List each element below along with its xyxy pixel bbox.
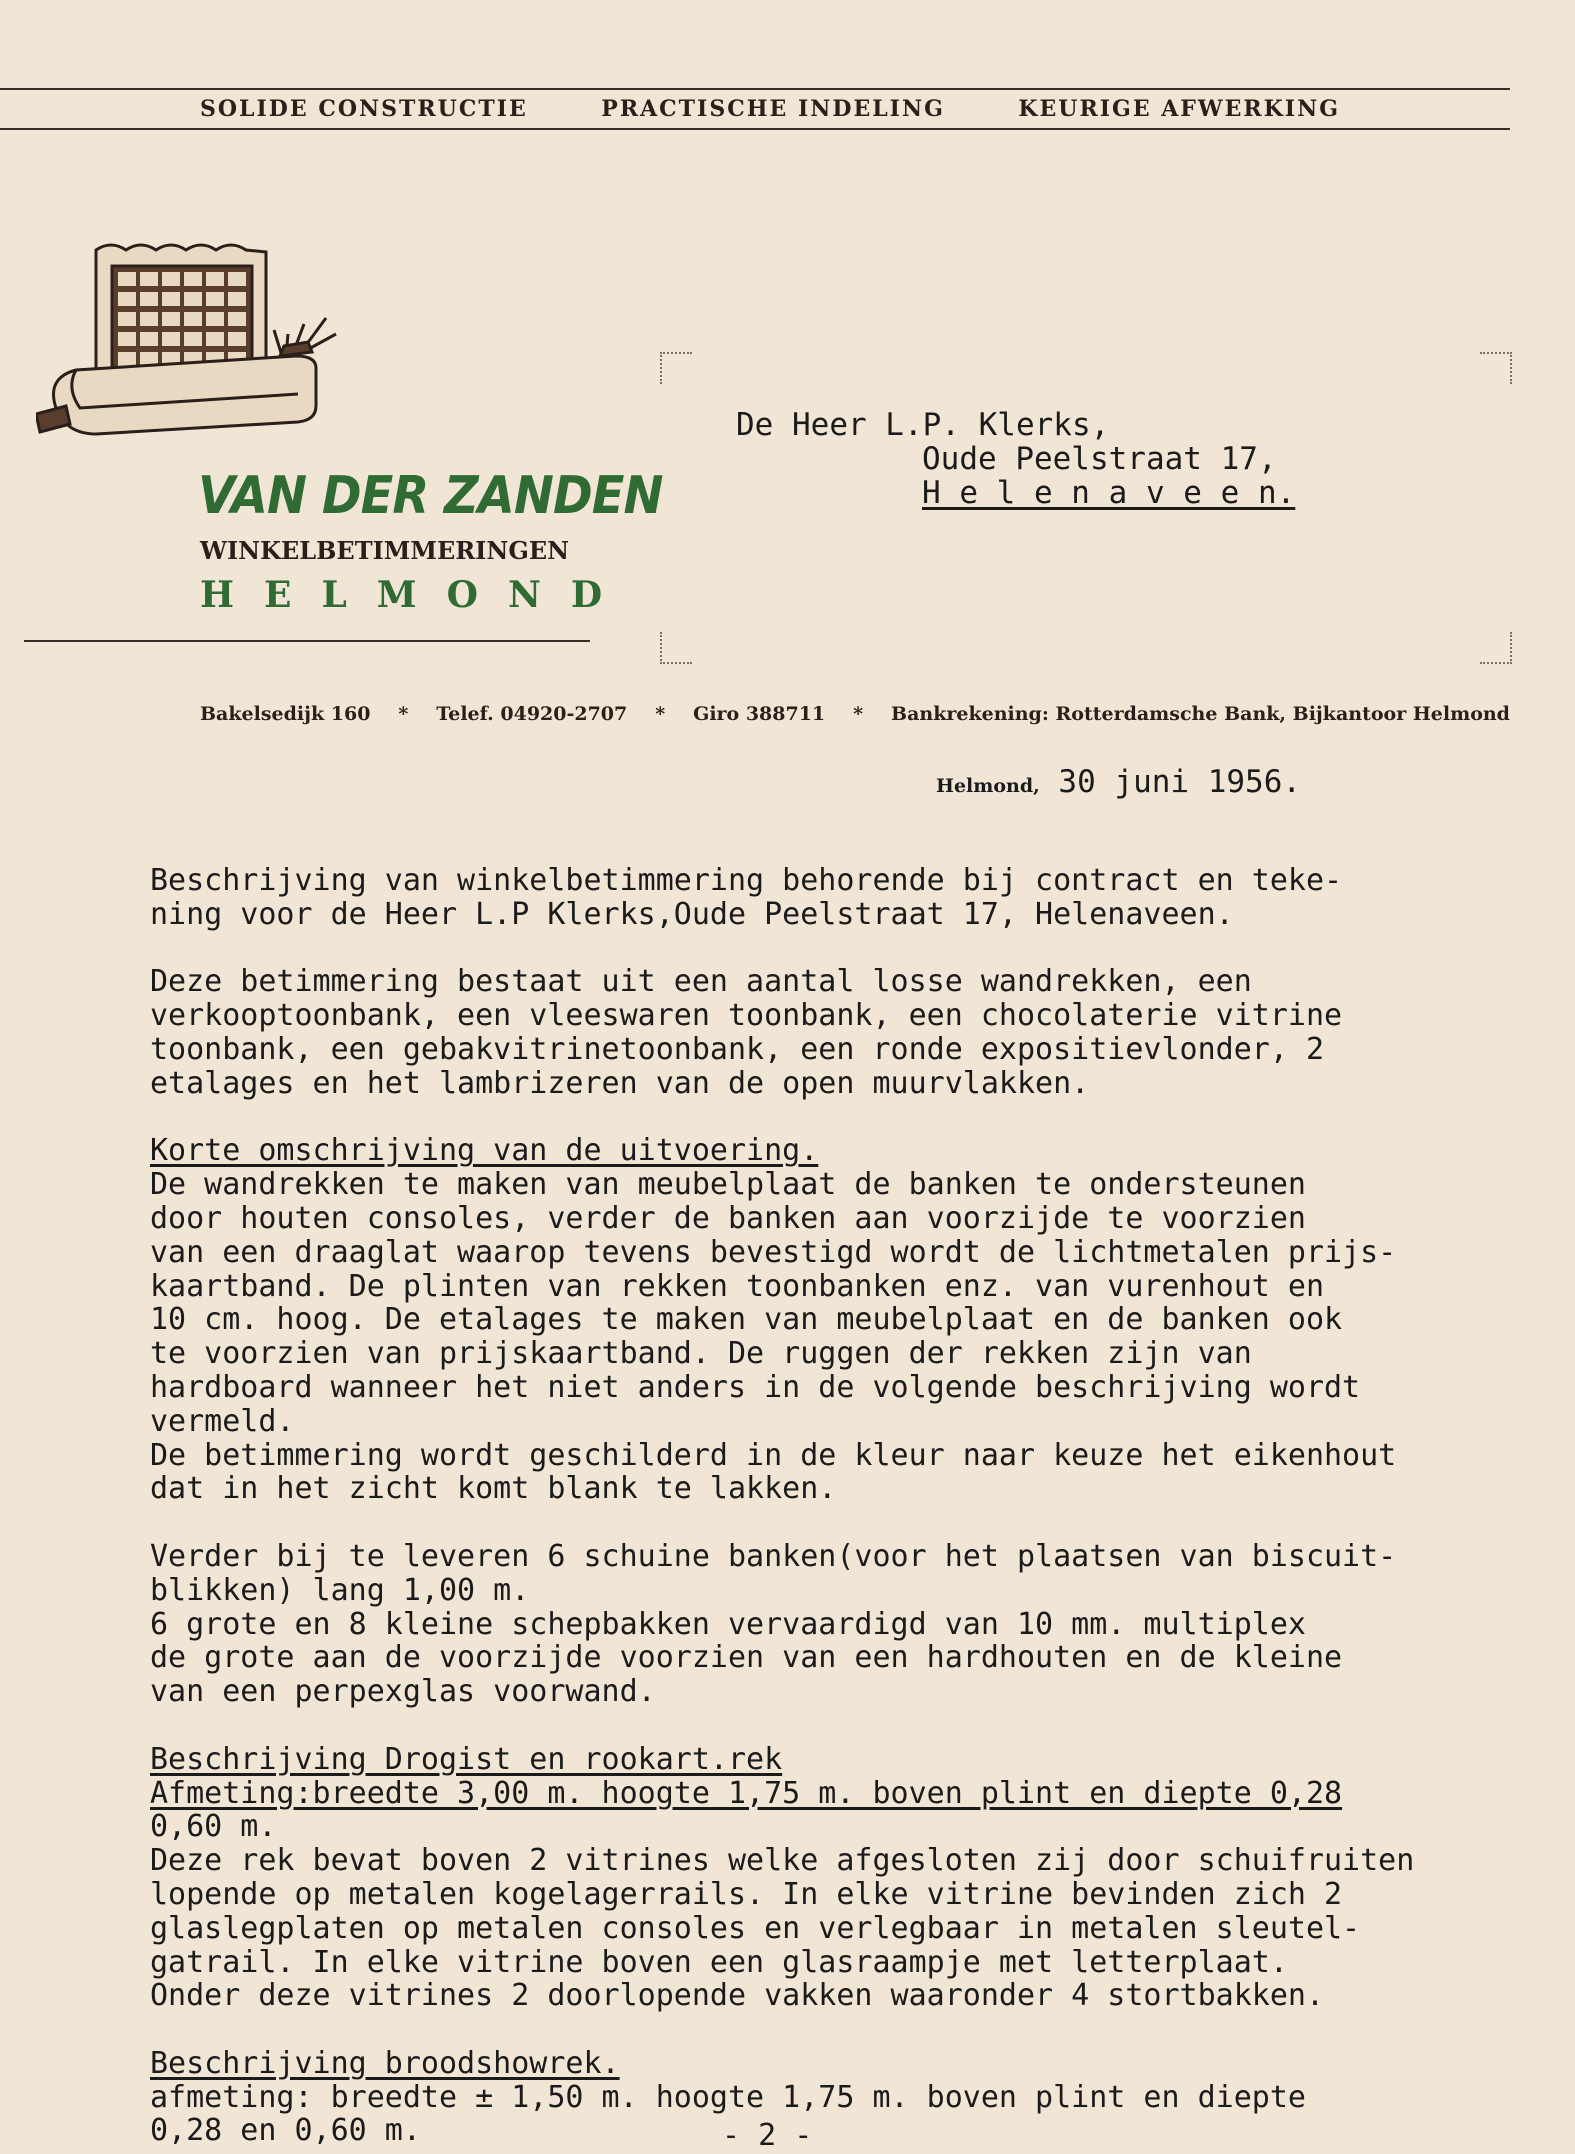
section-heading: Beschrijving broodshowrek. <box>150 2045 620 2081</box>
body-line: gatrail. In elke vitrine boven een glasraampje met letterplaat. <box>150 1944 1288 1980</box>
tagline-bar <box>200 96 1340 122</box>
letter-body <box>150 864 1570 2148</box>
trade-line: WINKELBETIMMERINGEN <box>200 536 570 565</box>
recipient-name: De Heer L.P. Klerks, <box>736 407 1110 443</box>
letterhead-rule <box>24 640 590 642</box>
brand-name: VAN DER ZANDEN <box>198 466 663 526</box>
body-line: dat in het zicht komt blank te lakken. <box>150 1471 837 1507</box>
contact-separator: * <box>853 703 864 725</box>
body-line: afmeting: breedte ± 1,50 m. hoogte 1,75 m. boven plint en diepte <box>150 2079 1306 2115</box>
section-heading: Korte omschrijving van de uitvoering. <box>150 1133 819 1169</box>
body-line: door houten consoles, verder de banken aan voorzijde te voorzien <box>150 1200 1306 1236</box>
recipient-town: H e l e n a v e e n. <box>922 475 1296 511</box>
recipient-address <box>736 408 1295 510</box>
body-line: lopende op metalen kogelagerrails. In elke vitrine bevinden zich 2 <box>150 1876 1343 1912</box>
body-line: Beschrijving van winkelbetimmering behorende bij contract en teke- <box>150 863 1343 898</box>
body-line: ning voor de Heer L.P Klerks,Oude Peelstraat 17, Helenaveen. <box>150 896 1234 932</box>
body-line: Verder bij te leveren 6 schuine banken(voor het plaatsen van biscuit- <box>150 1538 1397 1574</box>
body-line: van een draaglat waarop tevens bevestigd wordt de lichtmetalen prijs- <box>150 1234 1397 1270</box>
tagline-2: PRACTISCHE INDELING <box>601 96 945 122</box>
contact-giro: Giro 388711 <box>693 703 826 725</box>
body-line: kaartband. De plinten van rekken toonbanken enz. van vurenhout en <box>150 1268 1324 1304</box>
contact-separator: * <box>398 703 409 725</box>
date-value: 30 juni 1956. <box>1058 764 1302 800</box>
tagline-rule <box>0 128 1510 130</box>
city-name: HELMOND <box>200 574 633 616</box>
body-line: Deze rek bevat boven 2 vitrines welke afgesloten zij door schuifruiten <box>150 1843 1415 1879</box>
window-corner-mark <box>660 632 692 664</box>
body-line: De betimmering wordt geschilderd in de kleur naar keuze het eikenhout <box>150 1437 1397 1473</box>
contact-bank: Bankrekening: Rotterdamsche Bank, Bijkantoor Helmond <box>891 703 1510 725</box>
section-heading: Beschrijving Drogist en rookart.rek <box>150 1741 783 1777</box>
window-corner-mark <box>1480 352 1512 384</box>
contact-separator: * <box>655 703 666 725</box>
body-line: toonbank, een gebakvitrinetoonbank, een ronde expositievlonder, 2 <box>150 1031 1324 1067</box>
tagline-1: SOLIDE CONSTRUCTIE <box>200 96 528 122</box>
date-place: Helmond, <box>936 775 1040 797</box>
body-line: 0,28 en 0,60 m. <box>150 2113 421 2149</box>
window-corner-mark <box>660 352 692 384</box>
contact-line <box>200 703 1510 725</box>
body-line: 10 cm. hoog. De etalages te maken van meubelplaat en de banken ook <box>150 1302 1343 1338</box>
contact-phone: Telef. 04920-2707 <box>436 703 628 725</box>
body-line: De wandrekken te maken van meubelplaat de banken te ondersteunen <box>150 1167 1306 1203</box>
body-line: van een perpexglas voorwand. <box>150 1674 656 1710</box>
body-line: etalages en het lambrizeren van de open muurvlakken. <box>150 1065 1090 1101</box>
body-line: vermeld. <box>150 1403 295 1439</box>
body-line: 0,60 m. <box>150 1809 277 1845</box>
body-line: te voorzien van prijskaartband. De ruggen der rekken zijn van <box>150 1336 1252 1372</box>
letter-date <box>936 764 1301 800</box>
body-line: Afmeting:breedte 3,00 m. hoogte 1,75 m. boven plint en diepte 0,28 <box>150 1775 1343 1811</box>
recipient-street: Oude Peelstraat 17, <box>922 441 1277 477</box>
body-line: verkooptoonbank, een vleeswaren toonbank, een chocolaterie vitrine <box>150 998 1343 1034</box>
tagline-3: KEURIGE AFWERKING <box>1018 96 1340 122</box>
body-line: blikken) lang 1,00 m. <box>150 1572 530 1608</box>
window-corner-mark <box>1480 632 1512 664</box>
body-line: glaslegplaten op metalen consoles en verlegbaar in metalen sleutel- <box>150 1910 1361 1946</box>
body-line: hardboard wanneer het niet anders in de volgende beschrijving wordt <box>150 1369 1361 1405</box>
body-line: de grote aan de voorzijde voorzien van een hardhouten en de kleine <box>150 1640 1343 1676</box>
body-line: Onder deze vitrines 2 doorlopende vakken waaronder 4 stortbakken. <box>150 1978 1324 2014</box>
page-number: - 2 - <box>722 2118 813 2153</box>
shop-counter-icon <box>36 238 356 448</box>
body-line: 6 grote en 8 kleine schepbakken vervaardigd van 10 mm. multiplex <box>150 1606 1306 1642</box>
contact-address: Bakelsedijk 160 <box>200 703 371 725</box>
body-line: Deze betimmering bestaat uit een aantal losse wandrekken, een <box>150 964 1252 1000</box>
top-rule <box>0 88 1510 90</box>
